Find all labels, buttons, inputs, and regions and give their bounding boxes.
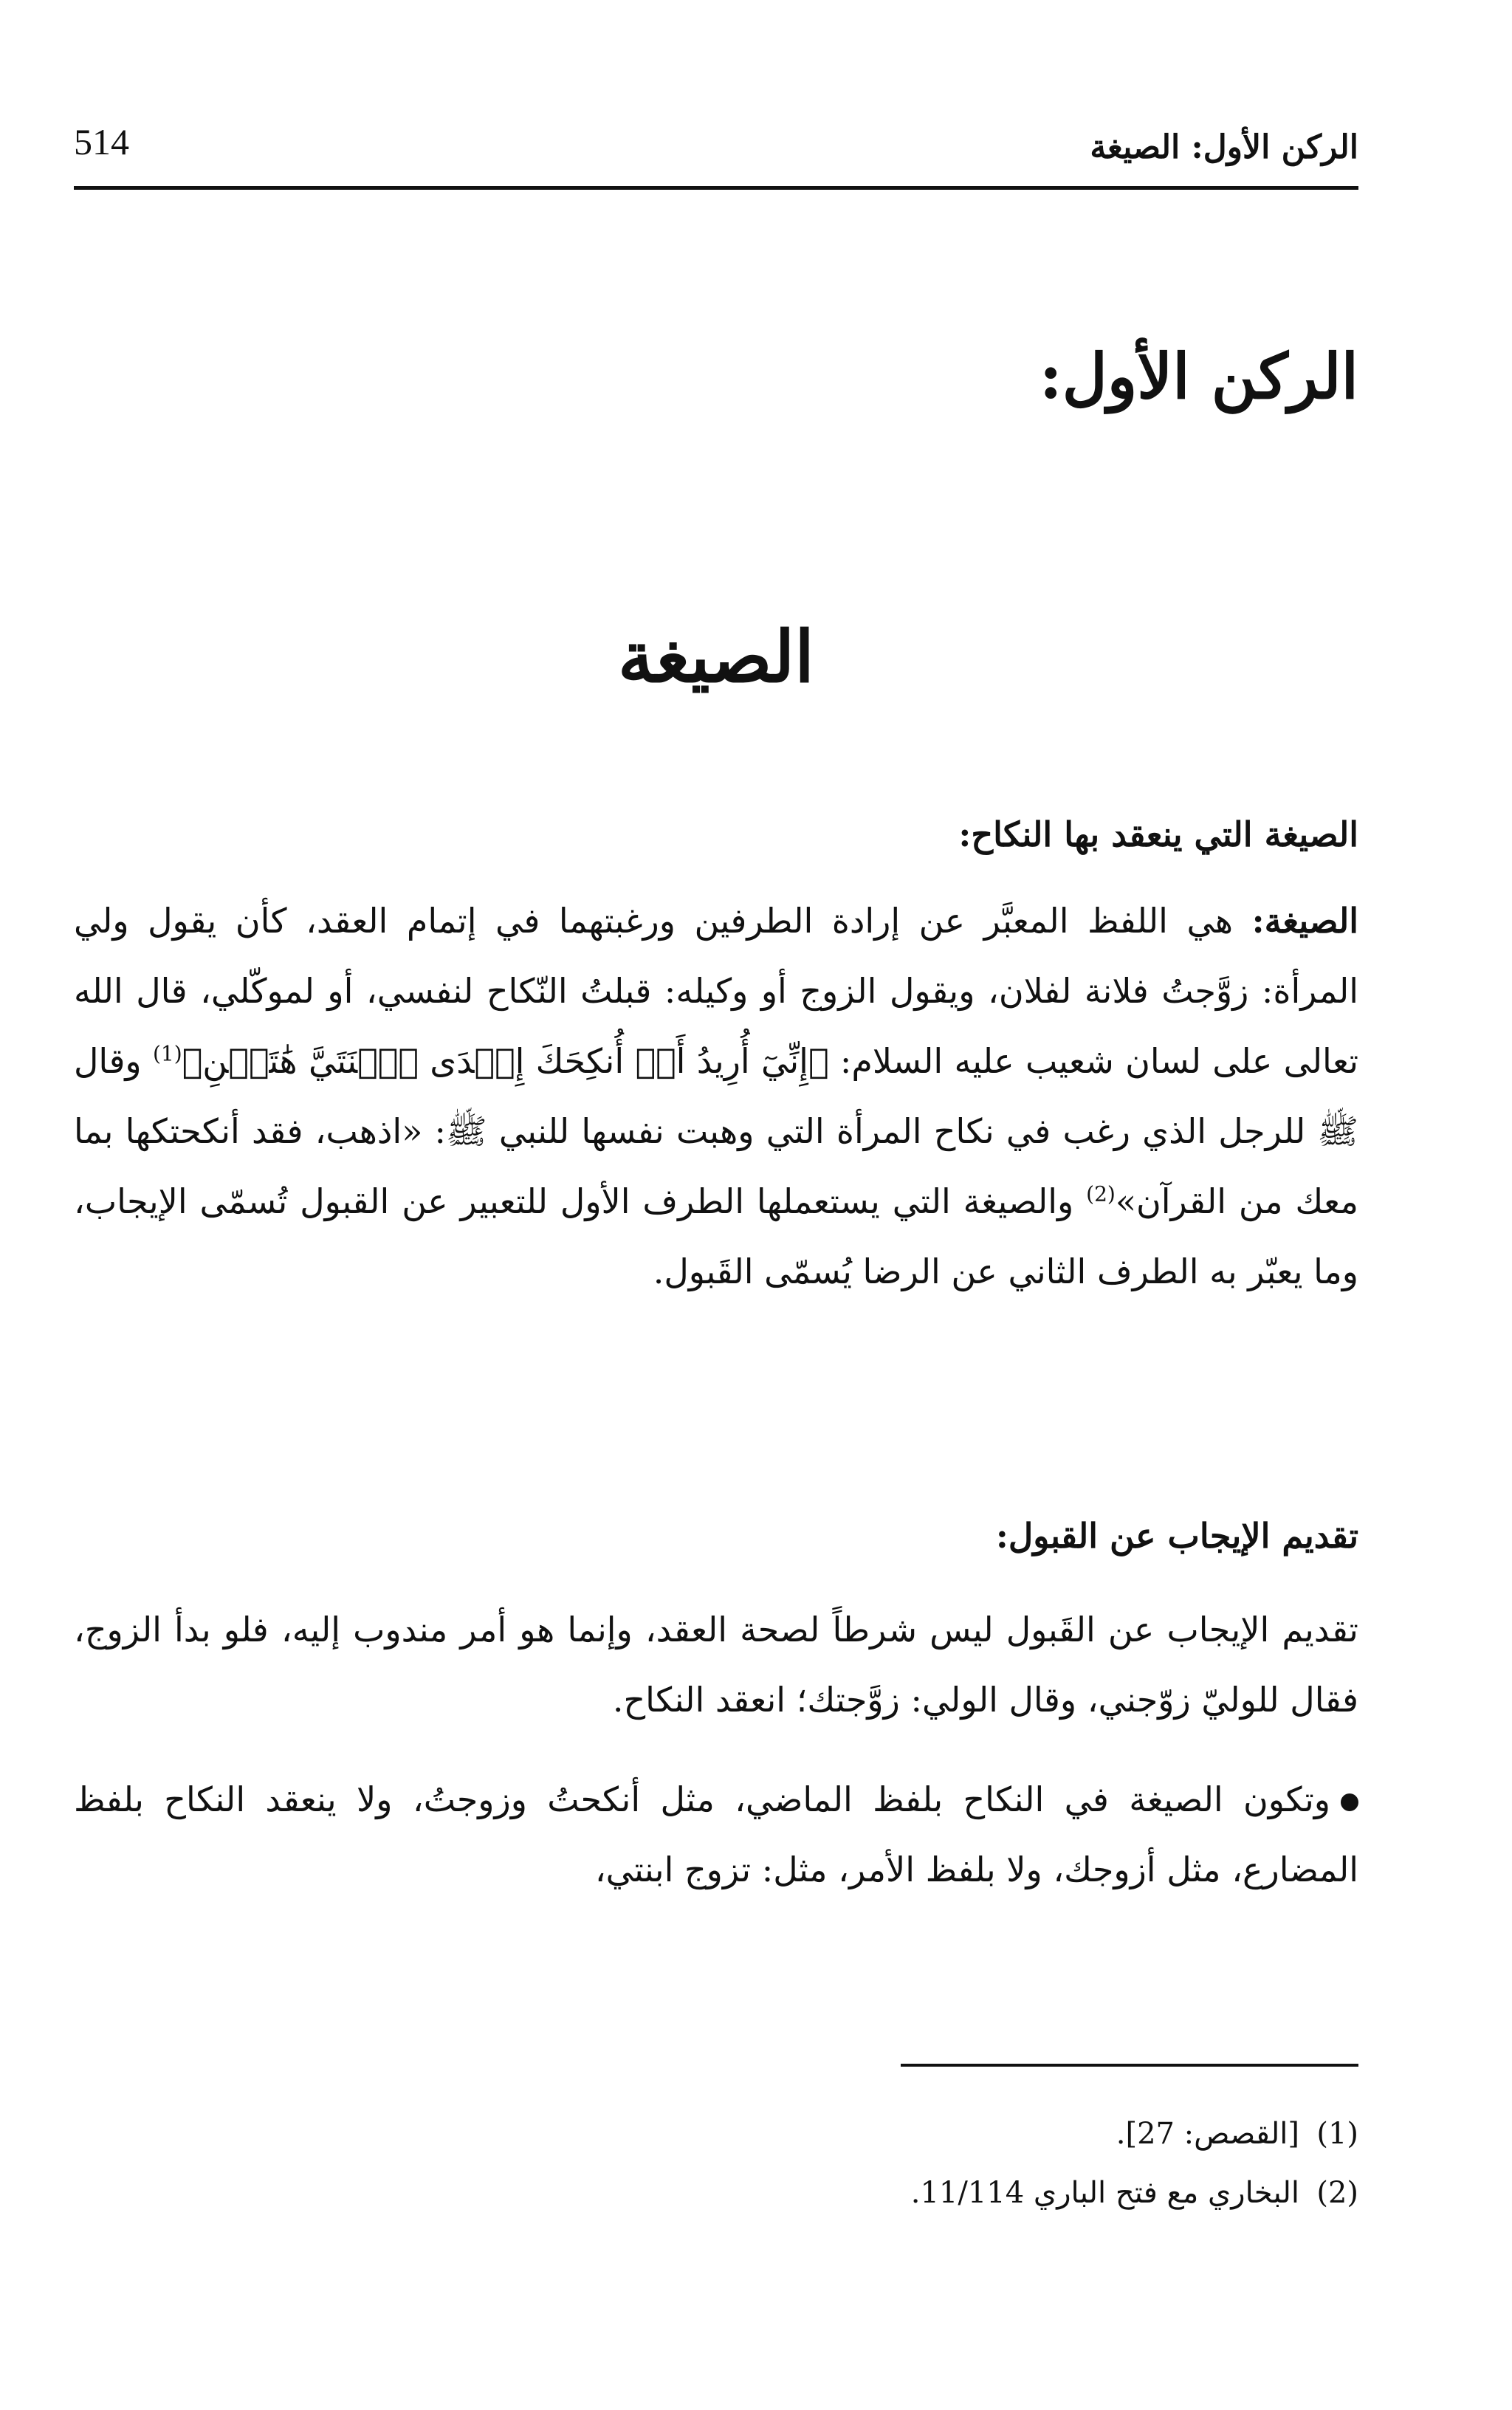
running-header — [74, 111, 1358, 170]
paragraph-text: والصيغة التي يستعملها الطرف الأول للتعبير عن القبول تُسمّى الإيجاب، وما يعبّر به الطرف الثاني عن الرضا يُسمّى القَبول. — [74, 1181, 1358, 1291]
section-heading: تقديم الإيجاب عن القبول: — [995, 1516, 1358, 1556]
paragraph — [74, 886, 1358, 1307]
footnote-divider — [901, 2064, 1358, 2067]
paragraph-text: وتكون الصيغة في النكاح بلفظ الماضي، مثل أنكحتُ وزوجتُ، ولا ينعقد النكاح بلفظ المضارع، مثل أزوجك، ولا بلفظ الأمر، مثل: تزوج ابنتي، — [74, 1779, 1358, 1889]
footnote-number: (2) — [1316, 2176, 1358, 2210]
footnote-number: (1) — [1316, 2117, 1358, 2151]
footnote — [74, 2104, 1358, 2163]
footnotes — [74, 2104, 1358, 2222]
section-offer-acceptance — [74, 1514, 1358, 1905]
footnote-marker: (1) — [152, 1041, 182, 1066]
paragraph-text: هي اللفظ المعبَّر عن إرادة الطرفين ورغبتهما في إتمام العقد، كأن يقول ولي المرأة: زوَّجتُ فلانة لفلان، ويقول الزوج أو وكيله: قبلتُ النّكاح لنفسي، أو لموكّلي، قال الله تعالى على لسان شعيب عليه السلام: ﴿إِنِّيٓ أُرِيدُ أَنۡ أُنكِحَكَ إِحۡدَى ٱبۡنَتَيَّ هَٰتَيۡنِ﴾ — [74, 901, 1358, 1081]
footnote — [74, 2163, 1358, 2222]
chapter-title: الصيغة — [618, 615, 814, 698]
header-divider — [74, 186, 1358, 190]
footnote-text: [القصص: 27]. — [1116, 2117, 1299, 2151]
pillar-heading: الركن الأول: — [1039, 340, 1358, 413]
paragraph: تقديم الإيجاب عن القَبول ليس شرطاً لصحة العقد، وإنما هو أمر مندوب إليه، فلو بدأ الزوج، فقال للوليّ زوّجني، وقال الولي: زوَّجتك؛ انعقد النكاح. — [74, 1610, 1358, 1720]
page-number: 514 — [74, 121, 129, 162]
running-header-title: الركن الأول: الصيغة — [1090, 128, 1358, 166]
section-heading: الصيغة التي ينعقد بها النكاح: — [958, 814, 1358, 854]
paragraph-text: وقال ﷺ للرجل الذي رغب في نكاح المرأة التي وهبت نفسها للنبي ﷺ: «اذهب، فقد أنكحتكها بما معك من القرآن» — [74, 1041, 1359, 1221]
section-formula — [74, 812, 1358, 1307]
lead-term: الصيغة: — [1251, 901, 1358, 941]
footnote-text: البخاري مع فتح الباري 11/114. — [910, 2176, 1299, 2210]
bullet-paragraph — [74, 1765, 1358, 1905]
footnote-marker: (2) — [1086, 1181, 1116, 1206]
book-page — [74, 0, 1358, 2410]
bullet-icon — [1341, 1793, 1358, 1811]
